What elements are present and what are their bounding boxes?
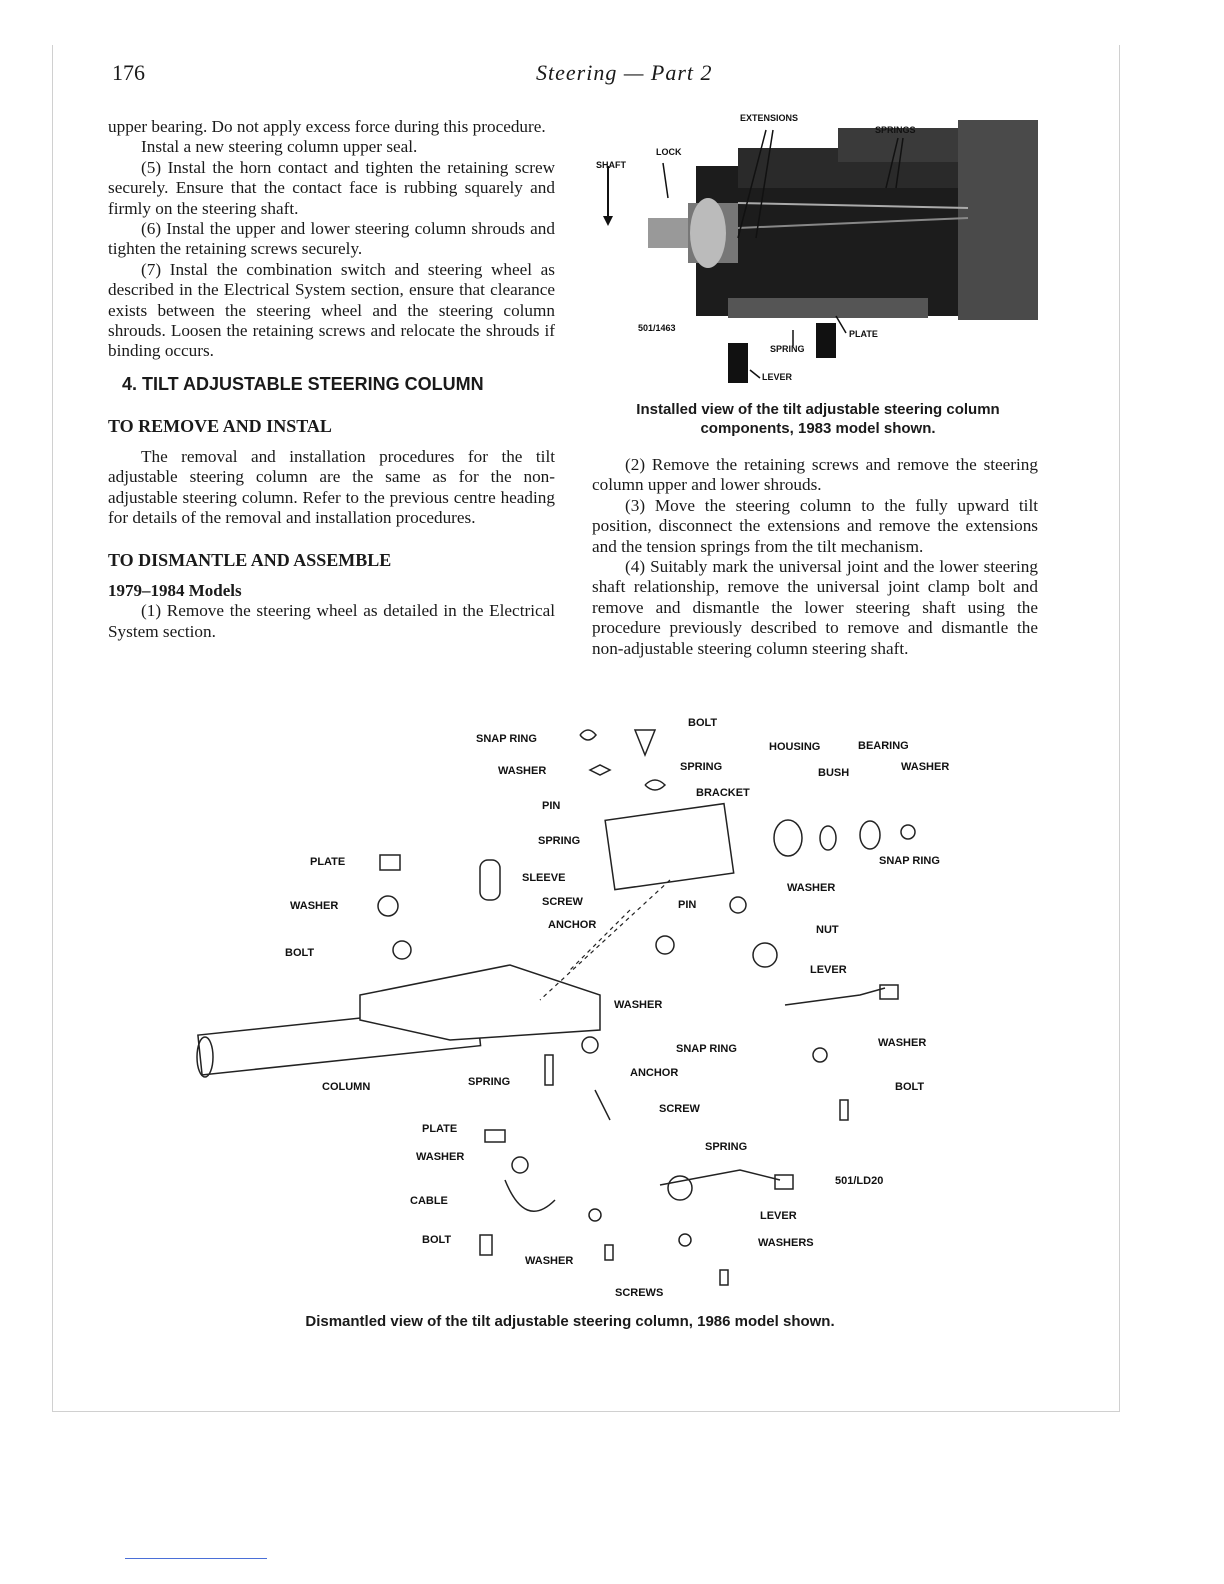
label-lock: LOCK [656,147,682,157]
label-ref-diagram: 501/LD20 [835,1175,884,1187]
label-lever-r: LEVER [810,964,847,976]
label-bolt-top: BOLT [688,717,718,729]
paragraph: (6) Instal the upper and lower steering column shrouds and tighten the retaining screws securely. [108,219,555,259]
paragraph: upper bearing. Do not apply excess force during this procedure. [108,117,546,136]
label-snap-ring-c: SNAP RING [676,1043,737,1055]
label-screw-2: SCREW [659,1103,700,1115]
label-washer-r2: WASHER [878,1037,927,1049]
label-bracket: BRACKET [696,787,750,799]
label-pin-2: PIN [678,899,697,911]
label-plate-b: PLATE [422,1123,458,1135]
label-screw-1: SCREW [542,896,583,908]
label-anchor-2: ANCHOR [630,1067,679,1079]
label-housing: HOUSING [769,741,821,753]
label-cable: CABLE [410,1195,448,1207]
paragraph: (4) Suitably mark the universal joint and the lower steering shaft relationship, remove the universal joint clamp bolt and remove and dismantle the lower steering shaft using the procedure previously described to remove and dismantle the non-adjustable steering column steering shaft. [592,557,1038,658]
label-plate: PLATE [849,329,878,339]
footer-link-underline [125,1558,267,1559]
paragraph: (5) Instal the horn contact and tighten the retaining screw securely. Ensure that the contact face is rubbing squarely and firmly on the steering shaft. [108,157,555,218]
label-pin-top: PIN [542,800,561,812]
label-anchor-1: ANCHOR [548,919,597,931]
paragraph: (1) Remove the steering wheel as detailed in the Electrical System section. [108,601,555,641]
label-nut: NUT [816,924,839,936]
label-spring-c: SPRING [468,1076,511,1088]
running-title: Steering — Part 2 [536,60,713,85]
label-washer-c: WASHER [614,999,663,1011]
label-spring-top: SPRING [680,761,723,773]
label-bolt-r: BOLT [895,1081,925,1093]
label-lever-b: LEVER [760,1210,797,1222]
label-bolt-l: BOLT [285,947,315,959]
dismantled-view-diagram [180,710,980,1310]
label-washers: WASHERS [758,1237,814,1249]
diagram-caption: Dismantled view of the tilt adjustable steering column, 1986 model shown. [305,1313,835,1330]
label-washer-bb: WASHER [525,1255,574,1267]
paragraph: (2) Remove the retaining screws and remove the steering column upper and lower shrouds. [592,455,1038,495]
label-spring: SPRING [770,344,805,354]
label-bolt-b: BOLT [422,1234,452,1246]
subheading-dismantle: TO DISMANTLE AND ASSEMBLE [108,550,392,571]
installed-view-photo [588,108,1048,393]
subheading-models: 1979–1984 Models [108,580,242,600]
label-extensions: EXTENSIONS [740,113,799,123]
label-sleeve: SLEEVE [522,872,566,884]
page-number: 176 [112,60,145,85]
paragraph: The removal and installation procedures for the tilt adjustable steering column are the same as for the non-adjustable steering column. Refer to the previous centre heading for details of the removal and installation procedures. [108,446,555,527]
label-washer-b: WASHER [416,1151,465,1163]
label-lever: LEVER [762,372,793,382]
label-screws: SCREWS [615,1287,664,1299]
photo-caption: Installed view of the tilt adjustable steering column components, 1983 model shown. [636,401,1000,437]
section-heading: 4. TILT ADJUSTABLE STEERING COLUMN [122,373,484,394]
label-springs: SPRINGS [875,125,916,135]
label-plate-l: PLATE [310,856,346,868]
label-washer-l: WASHER [290,900,339,912]
label-washer-top: WASHER [498,765,547,777]
left-column [108,117,555,642]
paragraph: Instal a new steering column upper seal. [141,137,418,157]
label-shaft: SHAFT [596,160,626,170]
label-bearing: BEARING [858,740,909,752]
label-washer-m: WASHER [787,882,836,894]
paragraph: (3) Move the steering column to the fully upward tilt position, disconnect the extensions and remove the extensions and the tension springs from the tilt mechanism. [592,495,1038,556]
label-column: COLUMN [322,1081,371,1093]
label-washer-tr: WASHER [901,761,950,773]
label-snap-ring-top: SNAP RING [476,733,537,745]
subheading-remove: TO REMOVE AND INSTAL [108,416,332,437]
label-bush: BUSH [818,767,850,779]
label-snap-ring-r: SNAP RING [879,855,940,867]
label-spring-2: SPRING [538,835,581,847]
label-spring-b: SPRING [705,1141,748,1153]
label-ref: 501/1463 [638,323,676,333]
right-column [592,455,1038,659]
paragraph: (7) Instal the combination switch and steering wheel as described in the Electrical System section, ensure that clearance exists between the steering wheel and the steering column shrouds. Loosen the retaining screws and relocate the shrouds if binding occurs. [108,259,555,361]
